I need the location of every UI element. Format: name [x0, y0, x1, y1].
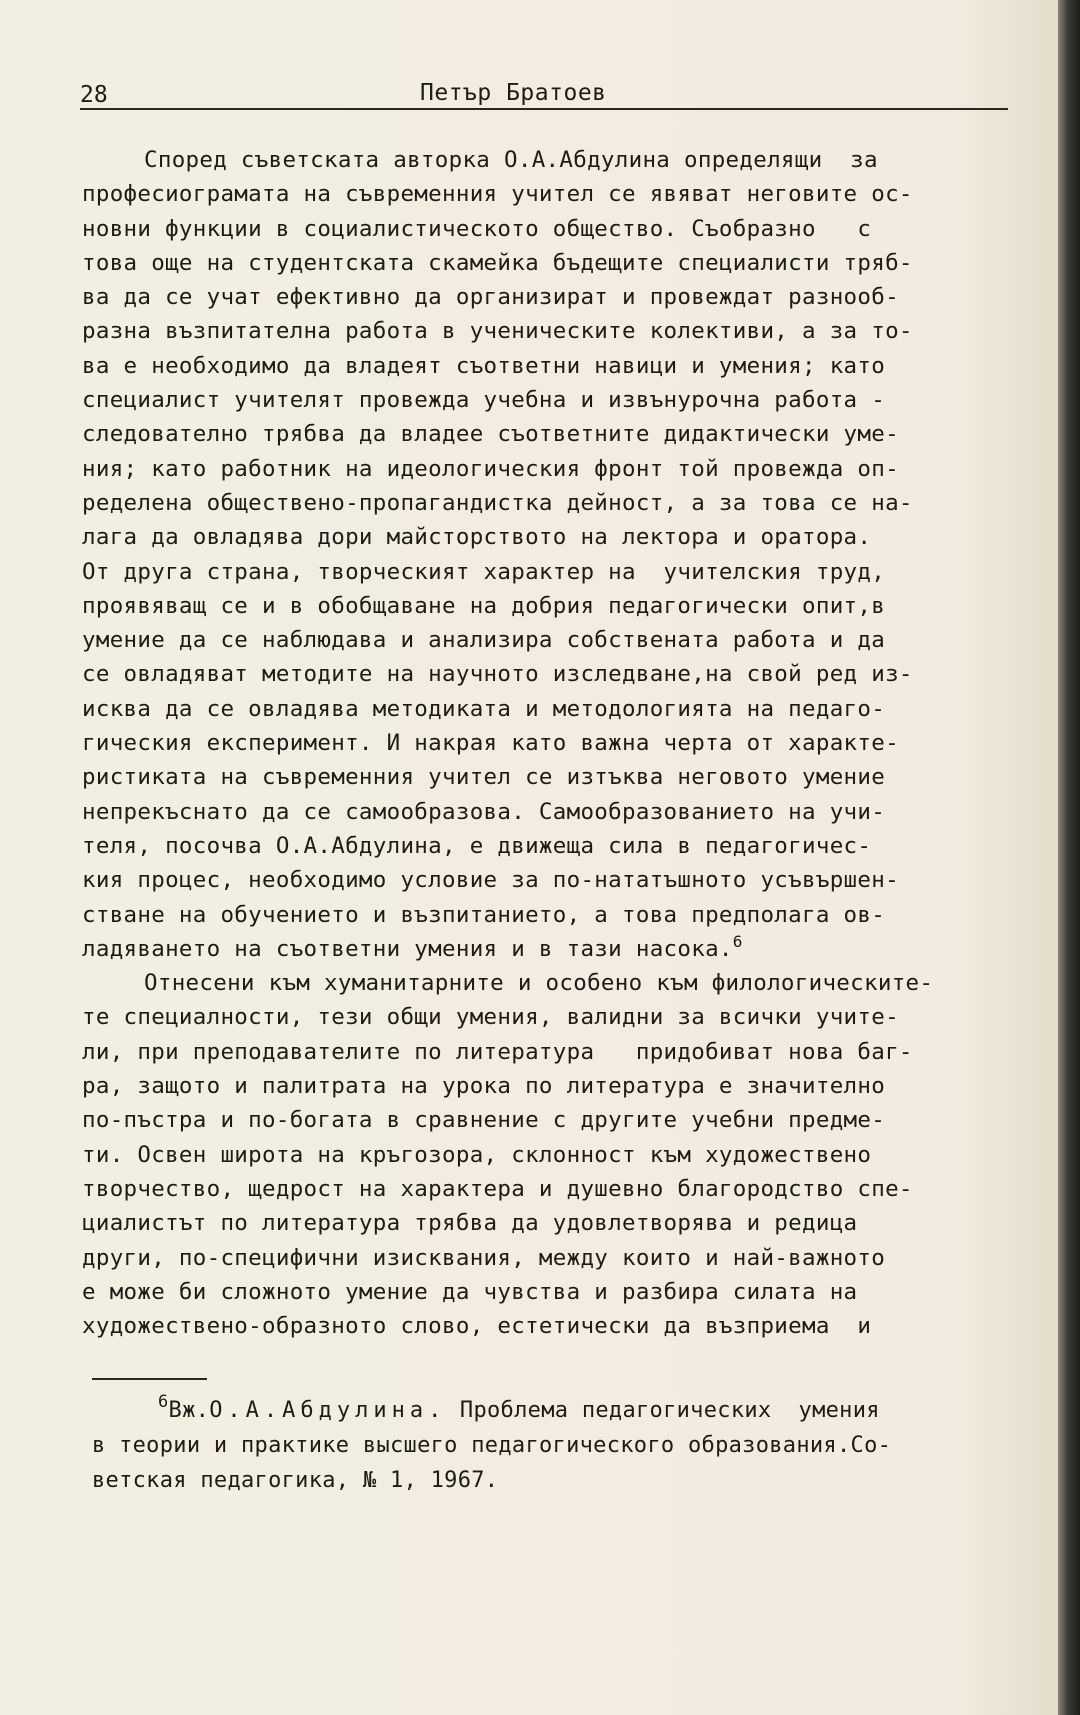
- text-line: ти. Освен широта на кръгозора, склонност към художествено: [82, 1141, 872, 1168]
- text-line: те специалности, тези общи умения, валидни за всички учите-: [82, 1004, 899, 1031]
- text-line: теля, посочва О.А.Абдулина, е движеща сила в педагогичес-: [82, 832, 872, 859]
- page-header: [80, 78, 1008, 110]
- text-line: кия процес, необходимо условие за по-нататъшното усъвършен-: [82, 867, 899, 894]
- text-line: новни функции в социалистическото общество. Съобразно с: [82, 215, 872, 242]
- text-line: специалист учителят провежда учебна и извънурочна работа -: [82, 387, 886, 414]
- text-line: професиограмата на съвременния учител се явяват неговите ос-: [82, 181, 913, 208]
- footnote-line: [92, 1393, 1032, 1428]
- text-line: циалистът по литература трябва да удовлетворява и редица: [82, 1210, 858, 1237]
- text-line: стване на обучението и възпитанието, а това предполага ов-: [82, 901, 886, 928]
- text-line: художествено-образното слово, естетически да възприема и: [82, 1313, 872, 1340]
- text-line: непрекъснато да се самообразова. Самообразованието на учи-: [82, 798, 886, 825]
- running-head: Петър Братоев: [420, 80, 607, 106]
- text-line: исква да се овладява методиката и методологията на педаго-: [82, 695, 886, 722]
- text-line: по-пъстра и по-богата в сравнение с другите учебни предме-: [82, 1107, 886, 1134]
- text-line: Отнесени към хуманитарните и особено към филологическите-: [144, 970, 934, 997]
- book-spine-shadow: [1058, 0, 1080, 1715]
- text-line: разна възпитателна работа в ученическите колективи, а за то-: [82, 318, 913, 345]
- footnote-author: О.А.Абдулина.: [209, 1398, 447, 1423]
- text-line: ладяването на съответни умения и в тази насока.: [82, 935, 733, 962]
- text-line: ва е необходимо да владеят съответни навици и умения; като: [82, 352, 886, 379]
- text-line: ределена обществено-пропагандистка дейност, а за това се на-: [82, 489, 913, 516]
- text-line: ристиката на съвременния учител се изтъква неговото умение: [82, 764, 886, 791]
- text-line: гическия експеримент. И накрая като важна черта от характе-: [82, 730, 899, 757]
- text-line: други, по-специфични изисквания, между които и най-важното: [82, 1244, 886, 1271]
- text-line: творчество, щедрост на характера и душевно благородство спе-: [82, 1175, 913, 1202]
- text-line: се овладяват методите на научното изследване,на свой ред из-: [82, 661, 913, 688]
- footnote-abbr: Вж.: [168, 1398, 210, 1423]
- page-number: 28: [80, 82, 108, 108]
- text-line: Според съветската авторка О.А.Абдулина определящи за: [144, 147, 878, 173]
- text-line: проявяващ се и в обобщаване на добрия педагогически опит,в: [82, 592, 886, 619]
- main-text: [82, 143, 1042, 1343]
- text-line-with-footnote-ref: [82, 932, 1042, 966]
- footnote-divider: [92, 1378, 207, 1380]
- text-line: ва да се учат ефективно да организират и провеждат разнооб-: [82, 284, 899, 311]
- text-line: лага да овладява дори майсторството на лектора и оратора.: [82, 524, 872, 551]
- footnote-line: в теории и практике высшего педагогического образования.Со-: [92, 1433, 892, 1458]
- footnote-line: ветская педагогика, № 1, 1967.: [92, 1468, 499, 1493]
- text-line: следователно трябва да владее съответните дидактически уме-: [82, 421, 899, 448]
- footnote-reference: 6: [732, 931, 743, 951]
- text-line: умение да се наблюдава и анализира собствената работа и да: [82, 627, 886, 654]
- text-line: ра, защото и палитрата на урока по литература е значително: [82, 1073, 886, 1100]
- footnote: [92, 1393, 1032, 1498]
- text-line: е може би сложното умение да чувства и разбира силата на: [82, 1278, 858, 1305]
- text-line: ли, при преподавателите по литература придобиват нова баг-: [82, 1038, 913, 1065]
- text-line: това още на студентската скамейка бъдещите специалисти тряб-: [82, 249, 913, 276]
- text-line: ния; като работник на идеологическия фронт той провежда оп-: [82, 455, 899, 482]
- footnote-title: Проблема педагогических умения: [446, 1398, 880, 1423]
- text-line: От друга страна, творческият характер на учителския труд,: [82, 558, 886, 585]
- footnote-mark: 6: [158, 1392, 169, 1412]
